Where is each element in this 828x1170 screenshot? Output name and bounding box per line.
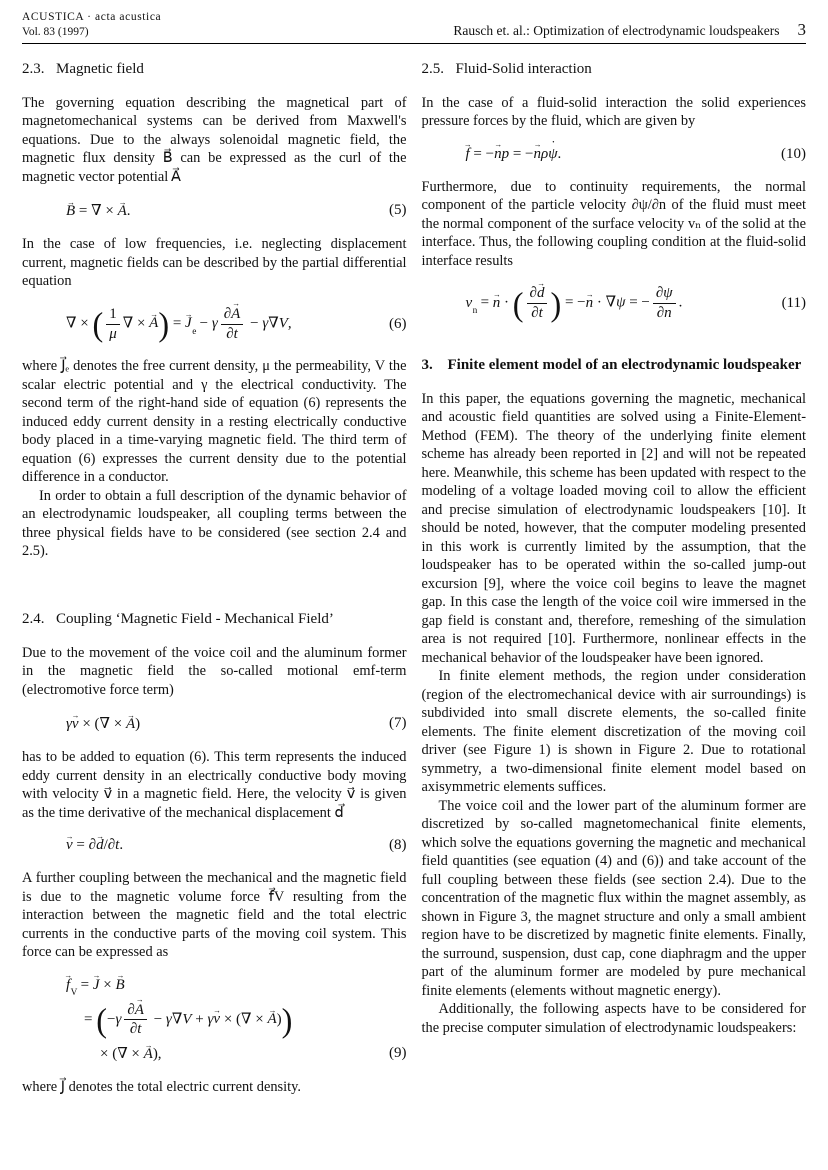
equation-number: (11) [781, 295, 806, 312]
equation-body: $v_n = n$ → · ( $\frac{\partial d \to}{\partial t}$ ) = −n → · ∇ψ = − $\frac{\partial\psi}{\partial n}$ . [466, 285, 683, 322]
equation-body: $f \to_V = J$ → × B → [66, 977, 125, 996]
paragraph: Furthermore, due to continuity requirements, the normal component of the particle velocity ∂ψ/∂n of the fluid must meet the normal component of the surface velocity vₙ of the solid at the interface. Thus, the following coupling condition at the fluid-solid interface results [421, 178, 806, 269]
equation-body: × (∇ × A →), [100, 1044, 162, 1063]
equation-body: ∇ × ( $\frac{1}{\mu}$ ∇ × A →) = $J \to_e - \gamma$ $\frac{\partial A \to}{\partial t}$ − γ∇V, [66, 306, 292, 343]
equation-9 [22, 977, 407, 1064]
equation-number: (7) [389, 715, 407, 732]
equation-7 [22, 714, 407, 733]
equation-number: (8) [389, 837, 407, 854]
running-title: Rausch et. al.: Optimization of electrodynamic loudspeakers [453, 23, 780, 38]
paragraph: A further coupling between the mechanical and the magnetic field is due to the magnetic volume force f⃗V resulting from the interaction between the magnetic field and the total electric currents in the conductive parts of the moving coil system. This force can be expressed as [22, 870, 407, 961]
section-title: Fluid-Solid interaction [455, 61, 592, 77]
paragraph: In order to obtain a full description of the dynamic behavior of an electrodynamic loudspeaker, all coupling terms between the three physical fields have to be considered (see section 2.4 and 2.5). [22, 487, 407, 560]
section-2-3-heading [22, 60, 407, 79]
left-column [22, 60, 407, 1097]
paragraph: has to be added to equation (6). This term represents the induced eddy current density in an electrically conductive body moving with velocity v⃗ in a magnetic field. Here, the velocity v⃗ is given as the time derivative of the mechanical displacement d⃗ [22, 749, 407, 821]
equation-line [22, 1002, 407, 1039]
equation-number: (6) [389, 315, 407, 332]
right-column [422, 60, 807, 1097]
equation-body: B → = ∇ × A →. [66, 201, 131, 220]
section-number: 3. [421, 356, 433, 373]
paragraph: The governing equation describing the magnetical part of magnetomechanical systems can be derived from Maxwell's equations. Due to the always solenoidal magnetic field, the magnetic flux density B⃗ can be expressed as the curl of the magnetic vector potential A⃗ [22, 94, 407, 185]
paragraph: In the case of low frequencies, i.e. neglecting displacement current, magnetic fields can be described by the partial differential equation [22, 236, 407, 290]
equation-number: (10) [781, 145, 806, 162]
section-title: Magnetic field [56, 61, 144, 77]
journal-block [22, 10, 161, 40]
paragraph: In this paper, the equations governing the magnetic, mechanical and acoustic field quantities are solved using a Finite-Element-Method (FEM). The theory of the underlying finite element scheme has already been reported in [2] and will not be repeated here. Meanwhile, this scheme has been updated with respect to the modeling of a voltage loaded moving coil to allow the efficient and precise simulation of electrodynamic loudspeakers [10]. It should be noted, however, that the computer modeling presented in this work is currently limited by the assumption, that the loudspeaker has to be operated within the so-called jump-out excursion [9], where the voice coil begins to leave the magnet gap. In this case the length of the voice coil wire immersed in the gap field is constant and, therefore, remeshing of the simulation area is not required [10]. Furthermore, nonlinear effects in the mechanical behavior of the loudspeaker have been ignored. [421, 390, 806, 666]
paragraph: where J⃗ denotes the total electric current density. [22, 1079, 302, 1096]
section-2-4-heading [22, 610, 407, 629]
section-number: 2.5. [421, 61, 444, 77]
paragraph: In the case of a fluid-solid interaction the solid experiences pressure forces by the fluid, which are given by [421, 94, 806, 130]
equation-number: (5) [389, 202, 407, 219]
paragraph: Due to the movement of the voice coil and the aluminum former in the magnetic field the so-called motional emf-term (electromotive force term) [22, 644, 407, 698]
equation-5 [22, 201, 407, 220]
journal-name: ACUSTICA · acta acustica [22, 11, 162, 23]
equation-11 [422, 285, 807, 322]
paragraph: In finite element methods, the region under consideration (region of the electromechanical device with air surroundings) is subdivided into small discrete elements, the so-called finite elements. The finite element discretization of the moving coil driver (see Figure 1) is shown in Figure 2. Due to rotational symmetry, a two-dimensional finite element model based on axisymmetric elements suffices. [421, 668, 806, 796]
paragraph: Additionally, the following aspects have to be considered for the precise computer simulation of electrodynamic loudspeakers: [421, 1001, 806, 1036]
equation-number: (9) [389, 1045, 407, 1062]
running-head [453, 20, 806, 40]
equation-body: = (−γ $\frac{\partial A \to}{\partial t}$ − γ∇V + γv → × (∇ × A →)) [84, 1002, 292, 1039]
equation-body: f → = −n →p = −n →ρψ ˙. [466, 146, 562, 163]
equation-body: v → = ∂d →/∂t. [66, 837, 123, 854]
section-number: 2.3. [22, 61, 45, 77]
equation-6 [22, 306, 407, 343]
header-rule [22, 43, 806, 44]
page-header [22, 10, 806, 40]
section-3-heading [422, 356, 807, 375]
section-title: Coupling ‘Magnetic Field - Mechanical Field’ [56, 610, 334, 627]
two-column-body [22, 60, 806, 1097]
journal-volume: Vol. 83 (1997) [22, 26, 89, 38]
equation-line [22, 977, 407, 996]
paragraph: where J⃗ₑ denotes the free current density, μ the permeability, V the scalar electric potential and γ the electrical conductivity. The second term of the right-hand side of equation (6) represents the induced eddy current density in a resting electrically conductive body placed in a time-varying magnetic field. The third term of equation (6) expresses the current density due to the potential difference in a conductor. [22, 358, 407, 486]
section-title: Finite element model of an electrodynamic loudspeaker [447, 356, 802, 373]
equation-10 [422, 146, 807, 163]
equation-8 [22, 837, 407, 854]
page-number: 3 [797, 20, 806, 39]
section-2-5-heading [422, 60, 807, 79]
section-number: 2.4. [22, 610, 45, 627]
equation-body: γv → × (∇ × A →) [66, 714, 140, 733]
equation-line [22, 1044, 407, 1063]
paragraph: The voice coil and the lower part of the aluminum former are discretized by so-called magnetomechanical finite elements, which solve the equations governing the magnetic and mechanical field quantities (see equation (4) and (6)) and take account of the full coupling between these fields (see section 2.4). Due to the concentration of the magnetic flux within the magnet assembly, as shown in Figure 3, the magnet structure and only a small ambient region have to be discretized by magnetic finite elements. Finally, the surround, suspension, dust cap, cone diaphragm and the upper part of the aluminum former are modeled by pure mechanical finite elements (elements without magnetic energy). [421, 797, 806, 999]
